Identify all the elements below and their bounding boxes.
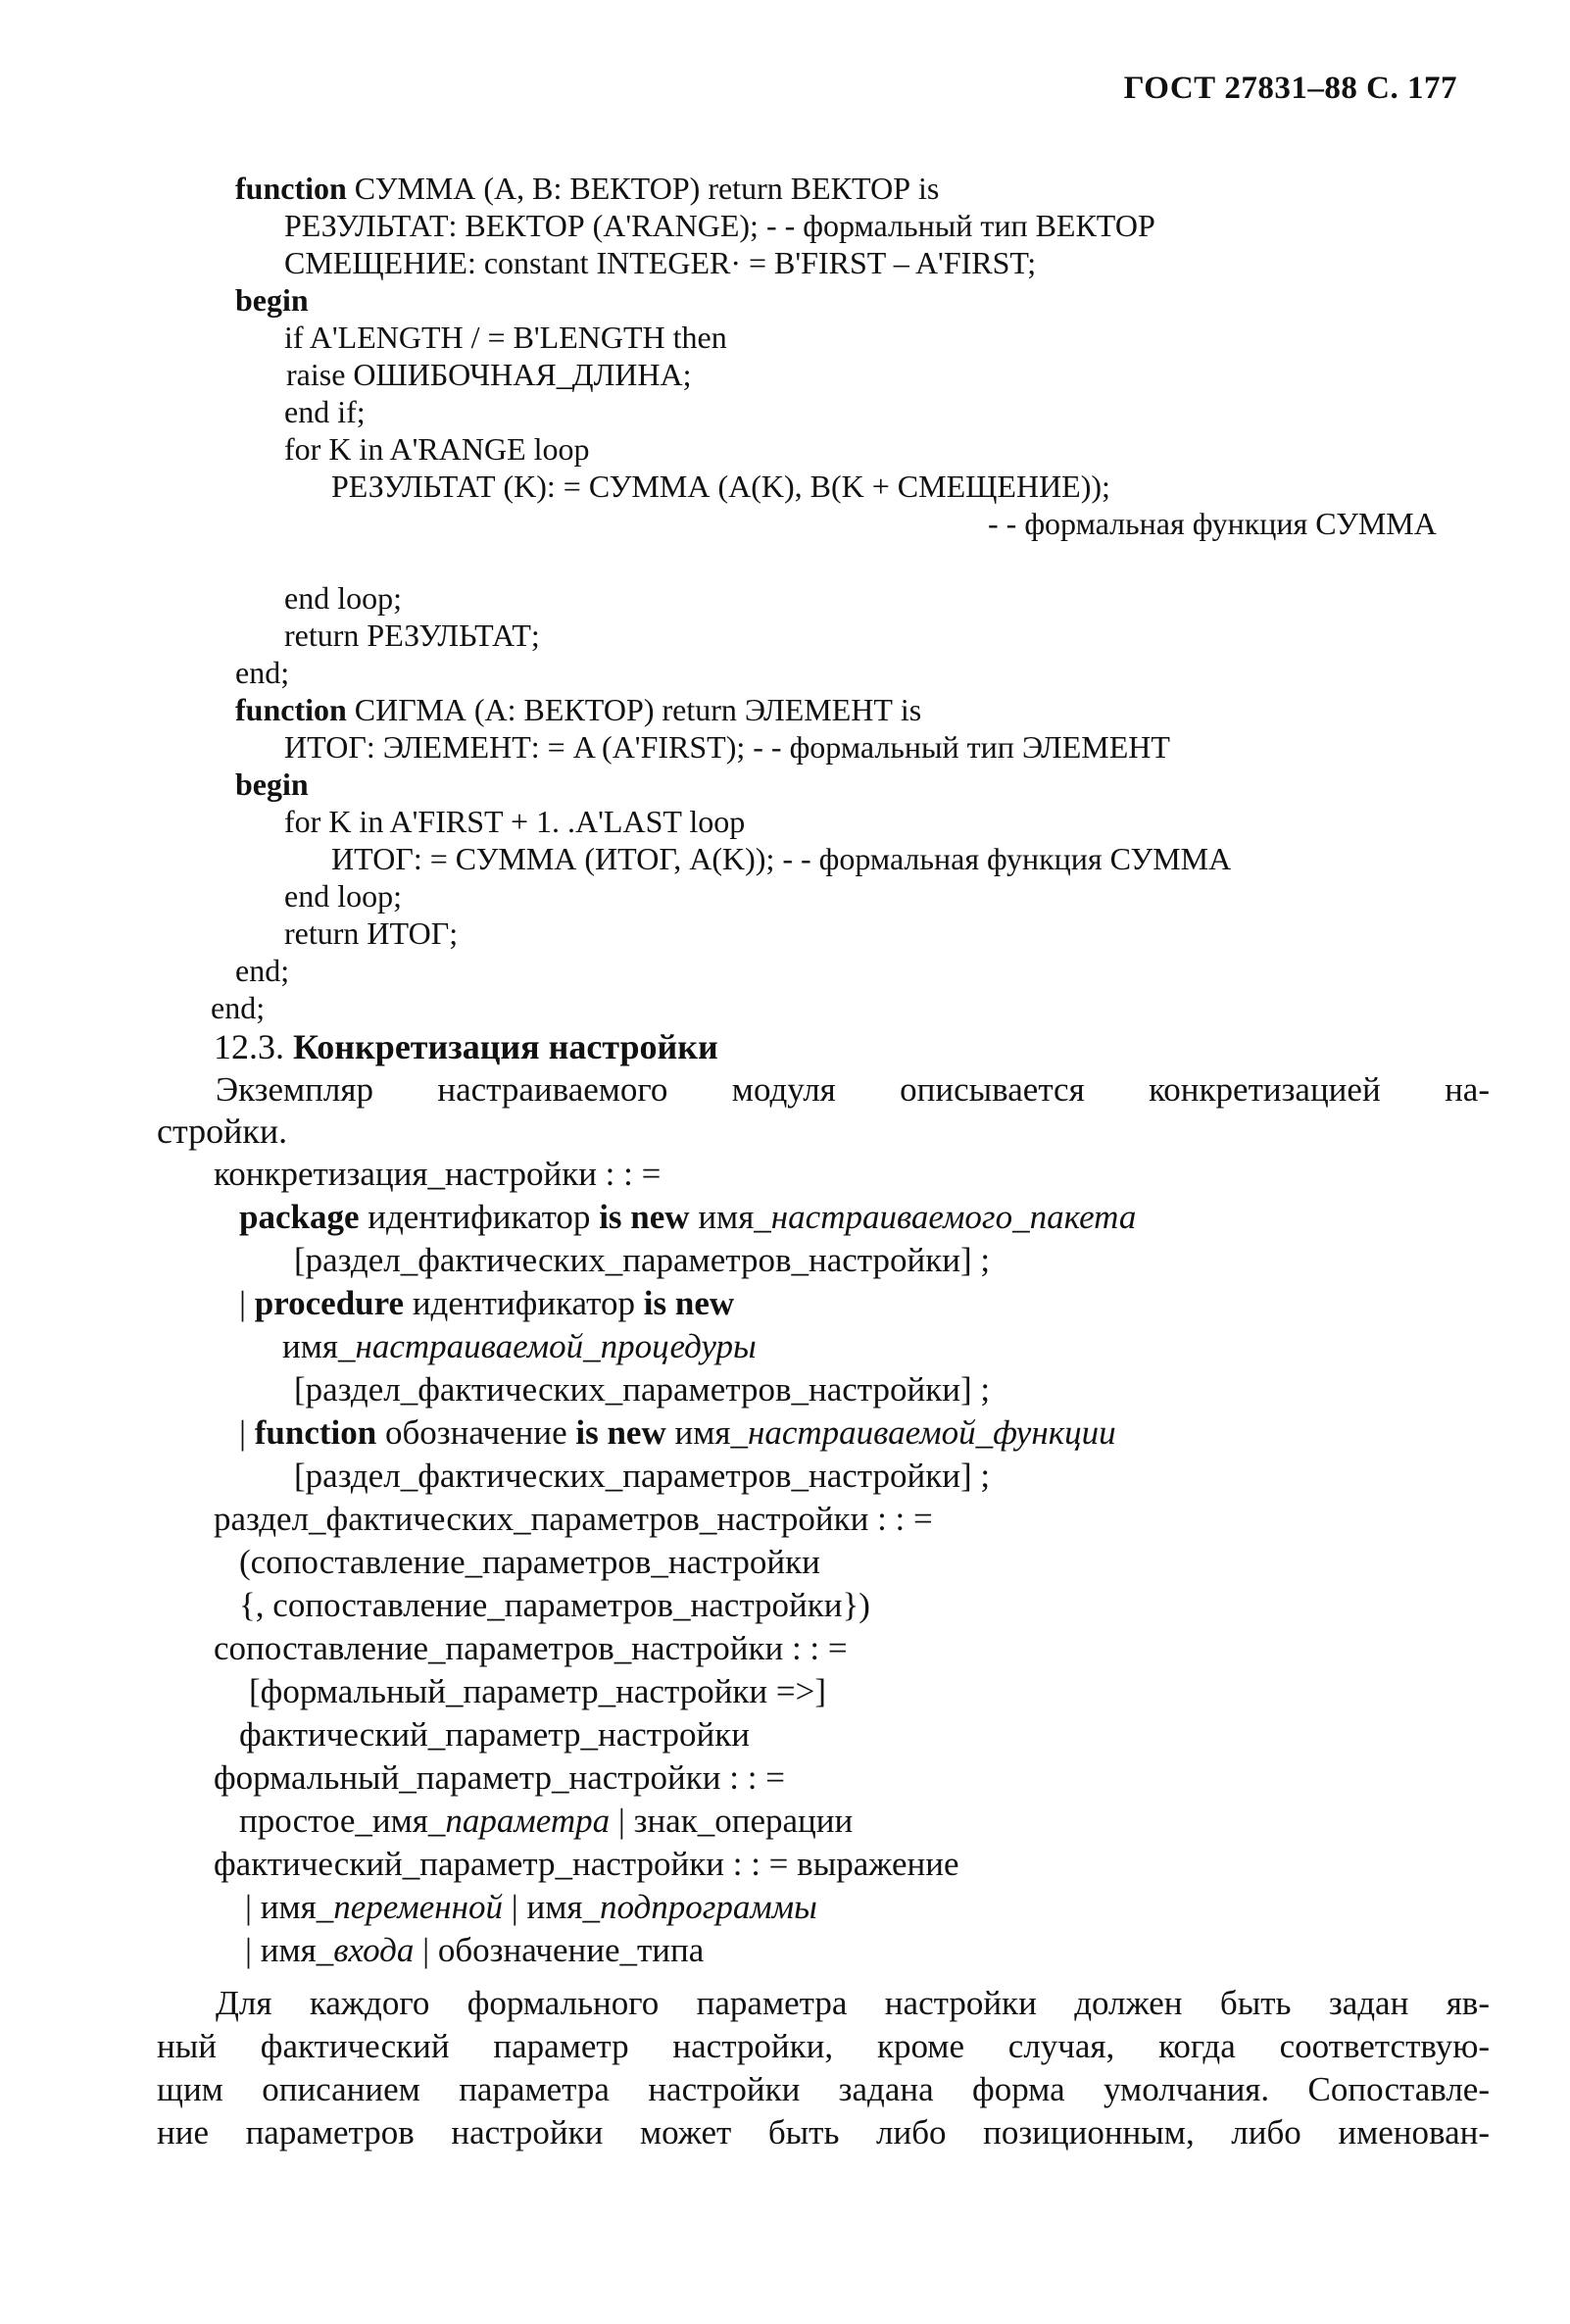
- code-comment: - - формальная функция СУММА: [988, 506, 1437, 541]
- closing-paragraph-line: ный фактический параметр настройки, кроме случая, когда соответствую-: [157, 2027, 1490, 2065]
- grammar-rule: [раздел_фактических_параметров_настройки] ;: [294, 1457, 991, 1495]
- code-line: ИТОГ: = СУММА (ИТОГ, A(K)); - - формальная функция СУММА: [331, 841, 1232, 876]
- code-line: end loop;: [284, 580, 402, 616]
- grammar-rule: раздел_фактических_параметров_настройки : : =: [214, 1500, 933, 1538]
- grammar-rule: | procedure идентификатор is new: [239, 1284, 735, 1322]
- code-line: РЕЗУЛЬТАТ: ВЕКТОР (A'RANGE); - - формальный тип ВЕКТОР: [284, 208, 1155, 243]
- intro-paragraph-line: Экземпляр настраиваемого модуля описывается конкретизацией на-: [216, 1070, 1490, 1109]
- code-line: end if;: [284, 394, 366, 429]
- code-line: begin: [235, 282, 309, 318]
- grammar-rule: [раздел_фактических_параметров_настройки] ;: [294, 1241, 991, 1279]
- grammar-rule: имя_настраиваемой_процедуры: [282, 1327, 757, 1365]
- closing-paragraph-line: щим описанием параметра настройки задана форма умолчания. Сопоставле-: [157, 2070, 1490, 2108]
- code-line: if A'LENGTH / = B'LENGTH then: [284, 320, 727, 355]
- code-line: function СУММА (A, B: ВЕКТОР) return ВЕКТОР is: [235, 171, 940, 206]
- section-heading: 12.3. Конкретизация настройки: [214, 1027, 718, 1066]
- grammar-rule: | имя_входа | обозначение_типа: [245, 1931, 705, 1969]
- grammar-rule: package идентификатор is new имя_настраиваемого_пакета: [239, 1198, 1137, 1236]
- code-line: for K in A'RANGE loop: [284, 431, 590, 467]
- grammar-rule: фактический_параметр_настройки: [239, 1715, 750, 1754]
- closing-paragraph-line: ние параметров настройки может быть либо позиционным, либо именован-: [157, 2113, 1490, 2151]
- grammar-rule: конкретизация_настройки : : =: [214, 1155, 662, 1193]
- code-line: end;: [235, 655, 290, 690]
- code-line: raise ОШИБОЧНАЯ_ДЛИНА;: [286, 357, 692, 392]
- grammar-rule: [раздел_фактических_параметров_настройки] ;: [294, 1370, 991, 1409]
- code-line: СМЕЩЕНИЕ: constant INTEGER· = B'FIRST – A'FIRST;: [284, 245, 1037, 280]
- grammar-rule: [формальный_параметр_настройки =>]: [249, 1672, 827, 1710]
- closing-paragraph-line: Для каждого формального параметра настройки должен быть задан яв-: [216, 1984, 1490, 2022]
- code-line: begin: [235, 766, 309, 802]
- grammar-rule: сопоставление_параметров_настройки : : =: [214, 1629, 848, 1667]
- code-line: РЕЗУЛЬТАТ (K): = СУММА (A(K), B(K + СМЕЩЕНИЕ));: [331, 469, 1110, 504]
- grammar-rule: {, сопоставление_параметров_настройки}): [239, 1586, 870, 1624]
- grammar-rule: | имя_переменной | имя_подпрограммы: [245, 1888, 817, 1926]
- code-line: for K in A'FIRST + 1. .A'LAST loop: [284, 804, 746, 839]
- code-line: end;: [211, 990, 266, 1025]
- grammar-rule: (сопоставление_параметров_настройки: [239, 1543, 820, 1581]
- code-line: return ИТОГ;: [284, 915, 459, 951]
- grammar-rule: | function обозначение is new имя_настраиваемой_функции: [239, 1413, 1116, 1452]
- grammar-rule: фактический_параметр_настройки : : = выражение: [214, 1845, 959, 1883]
- code-line: end loop;: [284, 878, 402, 914]
- grammar-rule: формальный_параметр_настройки : : =: [214, 1758, 785, 1797]
- code-line: end;: [235, 953, 290, 988]
- code-line: ИТОГ: ЭЛЕМЕНТ: = A (A'FIRST); - - формальный тип ЭЛЕМЕНТ: [284, 729, 1170, 765]
- page-header: ГОСТ 27831–88 С. 177: [1123, 71, 1457, 106]
- grammar-rule: простое_имя_параметра | знак_операции: [239, 1802, 854, 1840]
- code-line: function СИГМА (A: ВЕКТОР) return ЭЛЕМЕНТ is: [235, 692, 922, 727]
- intro-paragraph-line: стройки.: [157, 1112, 288, 1151]
- code-line: return РЕЗУЛЬТАТ;: [284, 618, 540, 653]
